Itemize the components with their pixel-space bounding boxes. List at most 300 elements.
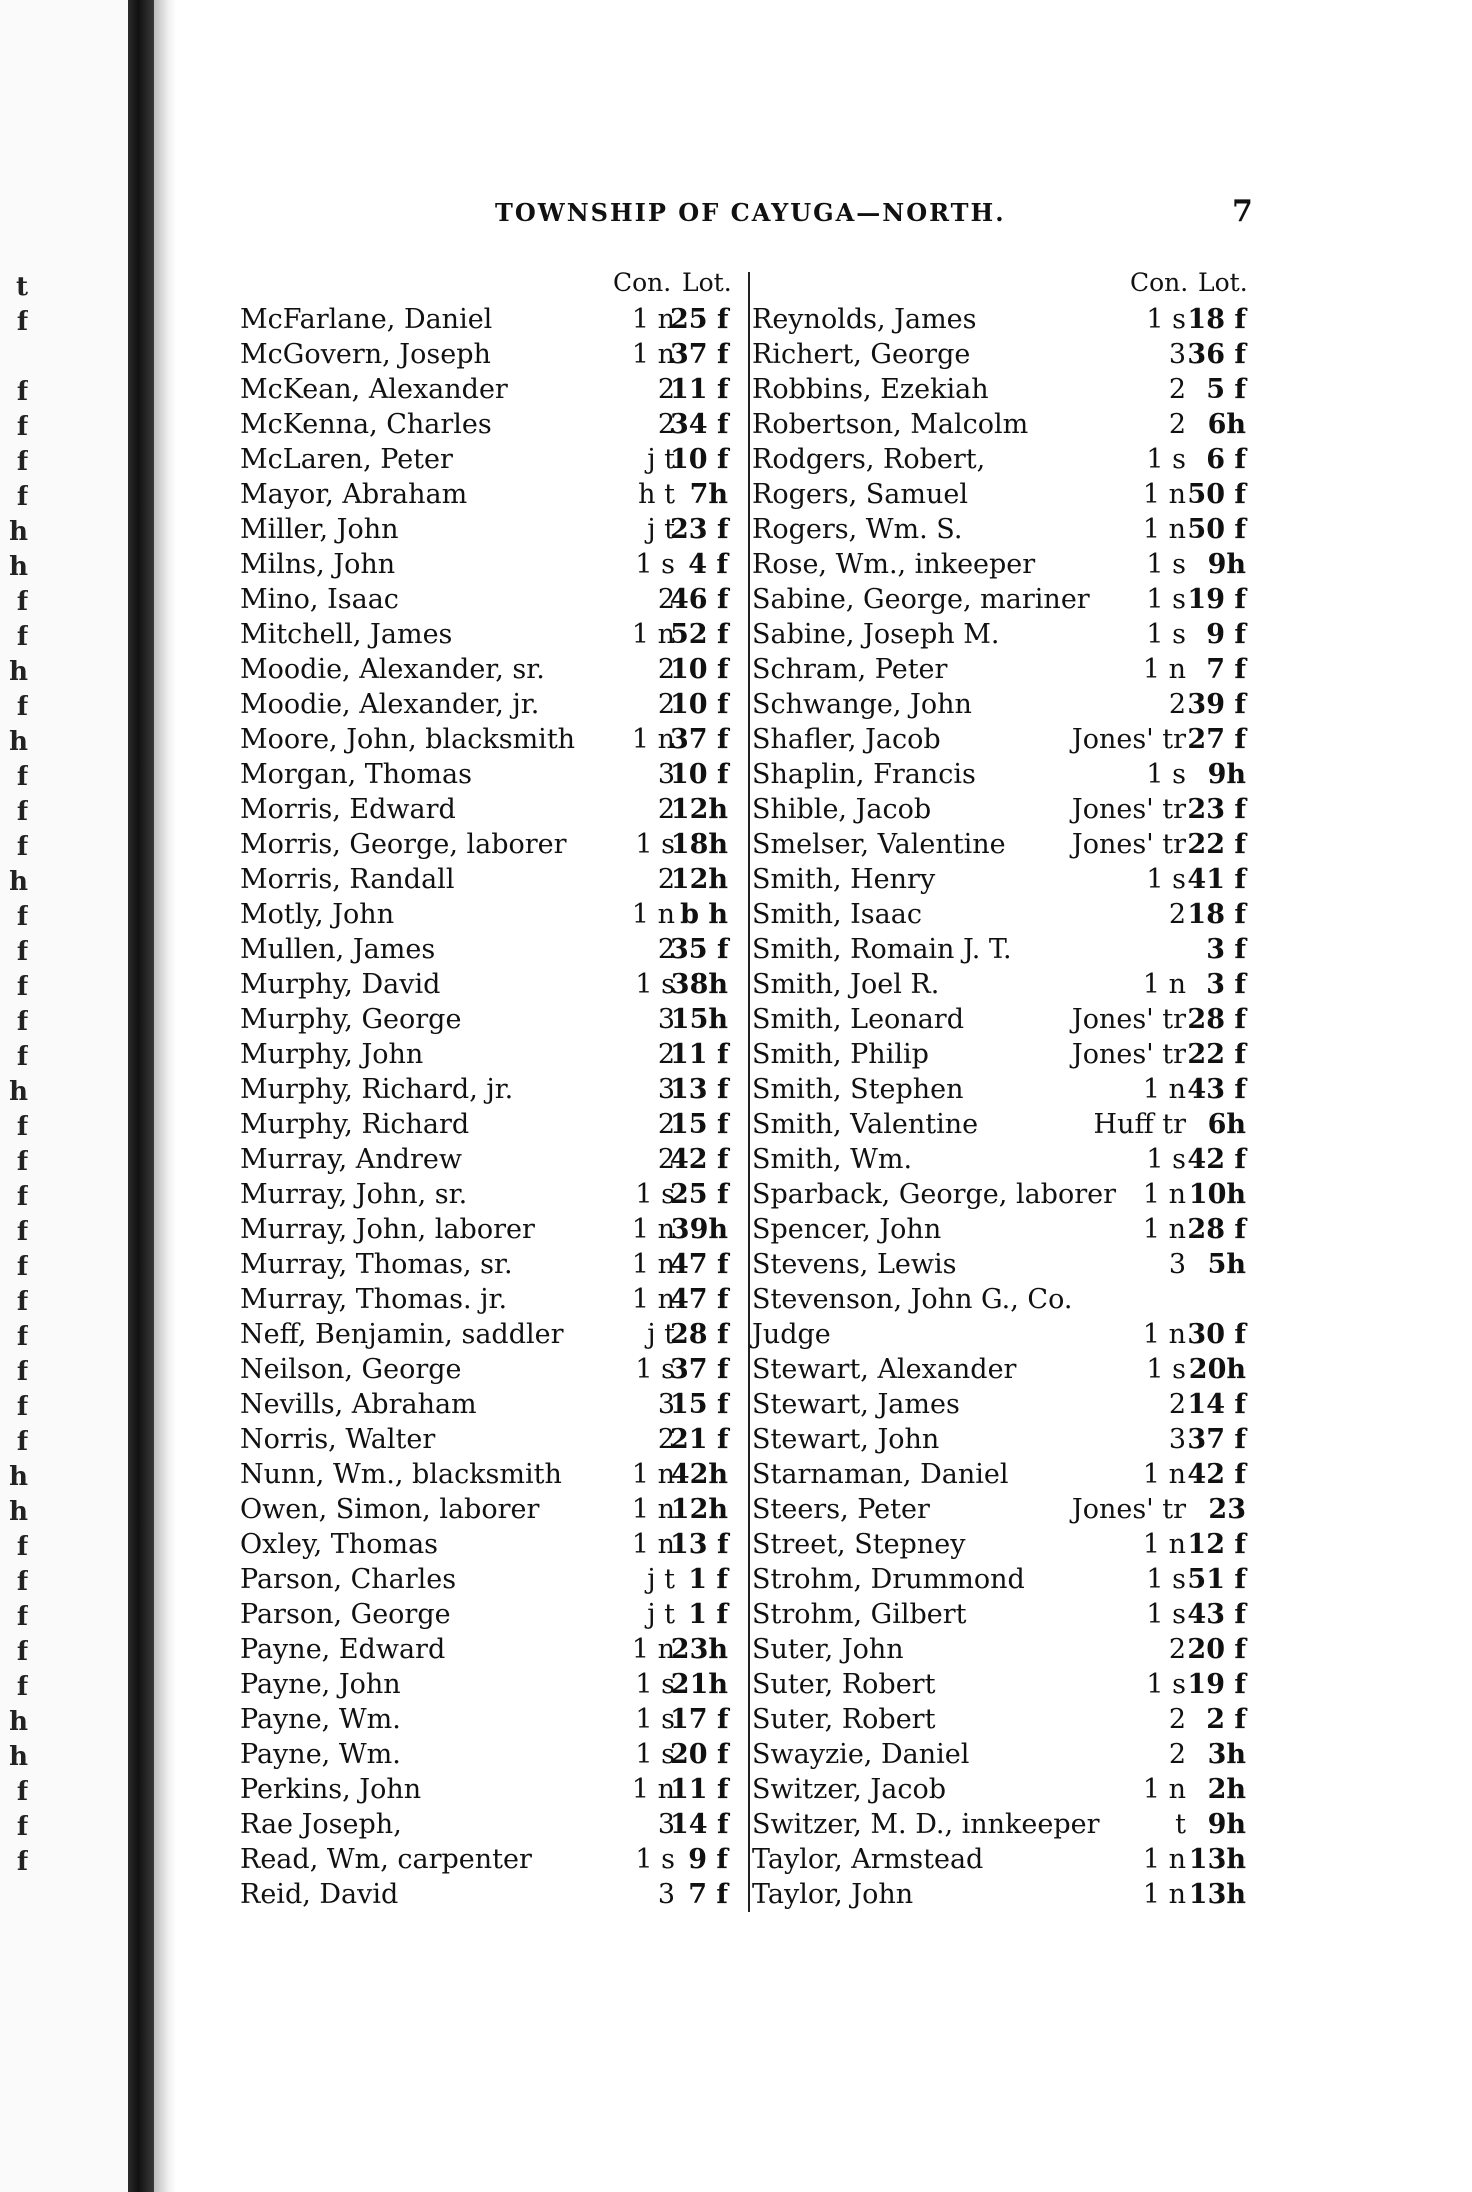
- entry-lot: 14 f: [1187, 1389, 1246, 1420]
- facing-page-fragment: f: [16, 1567, 28, 1597]
- entry-lot: 15 f: [670, 1389, 729, 1420]
- entry-name: Rogers, Wm. S.: [752, 514, 963, 545]
- entry-concession: 1 n: [631, 1529, 675, 1560]
- entry-lot: 12 f: [1187, 1529, 1246, 1560]
- facing-page-fragments: [0, 270, 28, 1880]
- entry-name: Stewart, John: [752, 1424, 940, 1455]
- entry-name: Payne, Wm.: [240, 1704, 401, 1735]
- directory-entry: [240, 1737, 740, 1772]
- entry-lot: 12h: [670, 1494, 728, 1525]
- entry-name: Murray, John, laborer: [240, 1214, 535, 1245]
- entry-lot: 19 f: [1187, 584, 1246, 615]
- entry-lot: 5 f: [1206, 374, 1246, 405]
- entry-lot: 6 f: [1206, 444, 1246, 475]
- entry-name: Smith, Henry: [752, 864, 936, 895]
- directory-entry: [752, 687, 1260, 722]
- directory-entry: [752, 617, 1260, 652]
- entry-lot: 12h: [670, 864, 728, 895]
- entry-name: Suter, Robert: [752, 1704, 936, 1735]
- facing-page-fragment: f: [16, 1287, 28, 1317]
- entry-lot: 25 f: [670, 1179, 729, 1210]
- facing-page-fragment: h: [9, 867, 28, 897]
- entry-lot: 11 f: [670, 1039, 729, 1070]
- directory-entry: [240, 827, 740, 862]
- entry-lot: 6h: [1207, 409, 1246, 440]
- entry-concession: 1 s: [1146, 304, 1186, 335]
- entry-concession: h t: [638, 479, 675, 510]
- entry-name: Mullen, James: [240, 934, 436, 965]
- entry-lot: 11 f: [670, 1774, 729, 1805]
- directory-entry: [240, 1527, 740, 1562]
- entry-lot: 23h: [670, 1634, 728, 1665]
- entry-lot: 5h: [1207, 1249, 1246, 1280]
- entry-lot: 12h: [670, 794, 728, 825]
- entry-lot: 17 f: [670, 1704, 729, 1735]
- entry-name: Reid, David: [240, 1879, 399, 1910]
- entry-name: Murphy, David: [240, 969, 441, 1000]
- facing-page-fragment: h: [9, 727, 28, 757]
- directory-entry: [240, 337, 740, 372]
- directory-entry: [240, 1422, 740, 1457]
- entry-concession: 1 n: [631, 1284, 675, 1315]
- entry-concession: Huff tr: [1093, 1109, 1186, 1140]
- entry-name: Payne, Wm.: [240, 1739, 401, 1770]
- directory-entry: [240, 1457, 740, 1492]
- directory-entry: [240, 652, 740, 687]
- entry-concession: 1 n: [1142, 969, 1186, 1000]
- entry-concession: 1 n: [631, 1459, 675, 1490]
- entry-name: Miller, John: [240, 514, 399, 545]
- entry-lot: 1 f: [688, 1564, 728, 1595]
- entry-name: Mino, Isaac: [240, 584, 399, 615]
- directory-entry: [752, 1737, 1260, 1772]
- entry-concession: 3: [657, 1809, 675, 1840]
- entry-name: Smith, Stephen: [752, 1074, 964, 1105]
- entry-lot: 6h: [1207, 1109, 1246, 1140]
- directory-entry: [752, 792, 1260, 827]
- entry-concession: 1 s: [1146, 1669, 1186, 1700]
- entry-lot: 22 f: [1187, 1039, 1246, 1070]
- entry-lot: 37 f: [670, 339, 729, 370]
- entry-concession: 2: [1168, 374, 1186, 405]
- entry-lot: 23: [1208, 1494, 1246, 1525]
- directory-entry: [752, 1562, 1260, 1597]
- facing-page-fragment: h: [9, 1497, 28, 1527]
- directory-entry: [752, 897, 1260, 932]
- entry-name: Robbins, Ezekiah: [752, 374, 989, 405]
- entry-name: Murphy, George: [240, 1004, 462, 1035]
- directory-entry: [240, 1002, 740, 1037]
- facing-page-fragment: f: [16, 1672, 28, 1702]
- entry-name: Stevenson, John G., Co.: [752, 1284, 1073, 1315]
- entry-lot: 9h: [1207, 549, 1246, 580]
- entry-lot: 38h: [670, 969, 728, 1000]
- entry-name: Nevills, Abraham: [240, 1389, 477, 1420]
- entry-lot: 3 f: [1206, 969, 1246, 1000]
- entry-name: Murphy, Richard: [240, 1109, 470, 1140]
- directory-entry: [752, 1037, 1260, 1072]
- entry-name: Taylor, John: [752, 1879, 914, 1910]
- directory-entry: [752, 652, 1260, 687]
- entry-name: Spencer, John: [752, 1214, 942, 1245]
- entry-name: Neff, Benjamin, saddler: [240, 1319, 564, 1350]
- entry-lot: 27 f: [1187, 724, 1246, 755]
- entry-lot: 28 f: [1187, 1004, 1246, 1035]
- directory-entry: [240, 617, 740, 652]
- entry-name: Taylor, Armstead: [752, 1844, 984, 1875]
- facing-page-fragment: f: [16, 1182, 28, 1212]
- entry-concession: 1 n: [1142, 654, 1186, 685]
- entry-name: Perkins, John: [240, 1774, 422, 1805]
- directory-entry: [752, 477, 1260, 512]
- entry-name: Shafler, Jacob: [752, 724, 941, 755]
- directory-entry: [752, 1632, 1260, 1667]
- facing-page-fragment: f: [16, 1532, 28, 1562]
- entry-lot: 43 f: [1187, 1074, 1246, 1105]
- directory-entry: [752, 512, 1260, 547]
- entry-lot: 10h: [1188, 1179, 1246, 1210]
- directory-entry: [752, 1247, 1260, 1282]
- entry-concession: 1 s: [635, 1354, 675, 1385]
- directory-entry: [240, 792, 740, 827]
- directory-entry: [240, 582, 740, 617]
- directory-entry: [240, 1702, 740, 1737]
- facing-page-fragment: f: [16, 1427, 28, 1457]
- directory-entry: [752, 1807, 1260, 1842]
- entry-concession: 1 s: [635, 549, 675, 580]
- entry-concession: 2: [1168, 1739, 1186, 1770]
- facing-page-fragment: f: [16, 1602, 28, 1632]
- entry-concession: j t: [647, 444, 675, 475]
- facing-page-fragment: f: [16, 762, 28, 792]
- entry-name: Payne, John: [240, 1669, 401, 1700]
- entry-concession: 1 s: [1146, 1144, 1186, 1175]
- directory-entry: [240, 1387, 740, 1422]
- entry-concession: 1 n: [631, 1494, 675, 1525]
- entry-lot: 2 f: [1206, 1704, 1246, 1735]
- entry-lot: 20 f: [1187, 1634, 1246, 1665]
- entry-lot: 1 f: [688, 1599, 728, 1630]
- facing-page-fragment: t: [15, 272, 28, 302]
- entry-name: Parson, George: [240, 1599, 451, 1630]
- entry-lot: 4 f: [688, 549, 728, 580]
- facing-page-fragment: f: [16, 1847, 28, 1877]
- entry-name: Shaplin, Francis: [752, 759, 976, 790]
- entry-concession: 3: [1168, 1424, 1186, 1455]
- entry-concession: 1 n: [631, 1634, 675, 1665]
- entry-lot: 13h: [1188, 1844, 1246, 1875]
- lot-header: Lot.: [1198, 268, 1248, 297]
- entry-lot: 3 f: [1206, 934, 1246, 965]
- entry-lot: 10 f: [670, 654, 729, 685]
- entry-concession: 1 n: [1142, 1074, 1186, 1105]
- entry-concession: Jones' tr: [1071, 794, 1186, 825]
- entry-name: Switzer, M. D., innkeeper: [752, 1809, 1100, 1840]
- entry-name: Strohm, Drummond: [752, 1564, 1025, 1595]
- directory-entry: [240, 967, 740, 1002]
- entry-lot: 51 f: [1187, 1564, 1246, 1595]
- entry-concession: j t: [647, 1599, 675, 1630]
- entry-concession: 1 s: [635, 1844, 675, 1875]
- facing-page-fragment: f: [16, 832, 28, 862]
- facing-page-fragment: f: [16, 902, 28, 932]
- facing-page-fragment: h: [9, 517, 28, 547]
- entry-lot: 42 f: [1187, 1459, 1246, 1490]
- entry-name: Moodie, Alexander, jr.: [240, 689, 540, 720]
- directory-entry: [240, 407, 740, 442]
- entry-concession: 2: [657, 1424, 675, 1455]
- entry-lot: 2h: [1207, 1774, 1246, 1805]
- entry-name: McKean, Alexander: [240, 374, 508, 405]
- entry-name: Read, Wm, carpenter: [240, 1844, 532, 1875]
- entry-concession: Jones' tr: [1071, 724, 1186, 755]
- entry-name: Stewart, Alexander: [752, 1354, 1017, 1385]
- directory-entry: [240, 1772, 740, 1807]
- directory-entry: [240, 1492, 740, 1527]
- directory-entry: [240, 1282, 740, 1317]
- entry-concession: 2: [657, 864, 675, 895]
- entry-lot: 42 f: [670, 1144, 729, 1175]
- directory-entry: [240, 372, 740, 407]
- entry-lot: 22 f: [1187, 829, 1246, 860]
- entry-name: Norris, Walter: [240, 1424, 436, 1455]
- directory-entry: [752, 722, 1260, 757]
- entry-lot: 47 f: [670, 1249, 729, 1280]
- directory-entry: [240, 932, 740, 967]
- facing-page-fragment: f: [16, 1812, 28, 1842]
- book-spine: [128, 0, 154, 2192]
- entry-lot: 47 f: [670, 1284, 729, 1315]
- directory-entry: [752, 1772, 1260, 1807]
- entry-lot: 9 f: [1206, 619, 1246, 650]
- facing-page-fragment: f: [16, 1147, 28, 1177]
- entry-concession: 1 n: [1142, 1844, 1186, 1875]
- directory-entry: [240, 1072, 740, 1107]
- entry-concession: j t: [647, 514, 675, 545]
- entry-lot: 23 f: [1187, 794, 1246, 825]
- entry-concession: 3: [657, 1389, 675, 1420]
- entry-concession: Jones' tr: [1071, 1494, 1186, 1525]
- entry-concession: 1 n: [1142, 1529, 1186, 1560]
- facing-page-fragment: f: [16, 1777, 28, 1807]
- directory-entry: [752, 337, 1260, 372]
- directory-entry: [752, 442, 1260, 477]
- entry-concession: 1 n: [631, 304, 675, 335]
- entry-concession: j t: [647, 1564, 675, 1595]
- facing-page-fragment: f: [16, 972, 28, 1002]
- entry-concession: 1 s: [1146, 759, 1186, 790]
- entry-lot: 28 f: [670, 1319, 729, 1350]
- facing-page-fragment: f: [16, 587, 28, 617]
- directory-entry: [752, 1667, 1260, 1702]
- entry-concession: 3: [1168, 1249, 1186, 1280]
- directory-entry: [752, 1352, 1260, 1387]
- entry-concession: 1 n: [631, 339, 675, 370]
- directory-entry: [752, 372, 1260, 407]
- directory-entry: [752, 1212, 1260, 1247]
- entry-lot: 15 f: [670, 1109, 729, 1140]
- entry-lot: 20h: [1188, 1354, 1246, 1385]
- directory-entry: [752, 1282, 1260, 1317]
- facing-page-fragment: f: [16, 1637, 28, 1667]
- facing-page-fragment: f: [16, 412, 28, 442]
- directory-entry: [240, 1037, 740, 1072]
- entry-name: Strohm, Gilbert: [752, 1599, 967, 1630]
- right-column-header: [752, 268, 1260, 302]
- facing-page-fragment: h: [9, 1077, 28, 1107]
- directory-entry: [752, 932, 1260, 967]
- directory-entry: [240, 1597, 740, 1632]
- entry-concession: 1 s: [635, 1179, 675, 1210]
- entry-concession: 1 n: [1142, 1214, 1186, 1245]
- entry-lot: 13h: [1188, 1879, 1246, 1910]
- directory-entry: [240, 687, 740, 722]
- entry-concession: 1 s: [1146, 584, 1186, 615]
- directory-entry: [240, 1877, 740, 1912]
- entry-concession: 3: [657, 1004, 675, 1035]
- facing-page-fragment: f: [16, 307, 28, 337]
- directory-entry: [752, 757, 1260, 792]
- entry-lot: 37 f: [670, 724, 729, 755]
- entry-lot: 18 f: [1187, 304, 1246, 335]
- entry-name: Rogers, Samuel: [752, 479, 968, 510]
- left-column-header: [240, 268, 740, 302]
- facing-page-fragment: f: [16, 797, 28, 827]
- spine-shadow: [154, 0, 176, 2192]
- entry-name: Smith, Philip: [752, 1039, 929, 1070]
- entry-lot: 13 f: [670, 1074, 729, 1105]
- entry-concession: 3: [657, 1879, 675, 1910]
- entry-name: Sabine, George, mariner: [752, 584, 1090, 615]
- entry-name: Smelser, Valentine: [752, 829, 1006, 860]
- directory-entry: [240, 1212, 740, 1247]
- directory-entry: [240, 1177, 740, 1212]
- entry-lot: 50 f: [1187, 514, 1246, 545]
- entry-concession: 1 n: [1142, 1774, 1186, 1805]
- entry-concession: 1 n: [1142, 1879, 1186, 1910]
- entry-concession: 2: [1168, 689, 1186, 720]
- directory-entry: [752, 407, 1260, 442]
- facing-page-fragment: f: [16, 622, 28, 652]
- entry-concession: 1 n: [1142, 514, 1186, 545]
- entry-concession: 2: [1168, 409, 1186, 440]
- entry-concession: 2: [657, 409, 675, 440]
- facing-page-fragment: f: [16, 1357, 28, 1387]
- entry-name: Richert, George: [752, 339, 971, 370]
- entry-lot: 28 f: [1187, 1214, 1246, 1245]
- directory-entry: [752, 1142, 1260, 1177]
- entry-lot: 36 f: [1187, 339, 1246, 370]
- entry-concession: 2: [657, 1039, 675, 1070]
- directory-entry: [240, 1807, 740, 1842]
- entry-concession: j t: [647, 1319, 675, 1350]
- entry-name: Rose, Wm., inkeeper: [752, 549, 1036, 580]
- entry-lot: b h: [680, 899, 728, 930]
- entry-name: Stevens, Lewis: [752, 1249, 957, 1280]
- directory-entry: [240, 1352, 740, 1387]
- facing-page-fragment: f: [16, 447, 28, 477]
- page-title: TOWNSHIP OF CAYUGA—NORTH.: [495, 198, 1006, 227]
- directory-entry: [752, 1317, 1260, 1352]
- directory-entry: [752, 862, 1260, 897]
- entry-lot: 15h: [670, 1004, 728, 1035]
- entry-name: Rodgers, Robert,: [752, 444, 986, 475]
- directory-entry: [752, 1597, 1260, 1632]
- entry-concession: 2: [1168, 1634, 1186, 1665]
- entry-lot: 9 f: [688, 1844, 728, 1875]
- entry-concession: 2: [657, 584, 675, 615]
- directory-entry: [240, 1562, 740, 1597]
- page-number: 7: [1232, 194, 1253, 229]
- facing-page-fragment: f: [16, 482, 28, 512]
- entry-concession: 2: [657, 374, 675, 405]
- entry-lot: 3h: [1207, 1739, 1246, 1770]
- directory-entry: [240, 1142, 740, 1177]
- entry-name: Suter, Robert: [752, 1669, 936, 1700]
- directory-entry: [752, 1842, 1260, 1877]
- entry-lot: 19 f: [1187, 1669, 1246, 1700]
- directory-entry: [752, 1527, 1260, 1562]
- facing-page-fragment: h: [9, 1462, 28, 1492]
- entry-concession: 1 n: [631, 1249, 675, 1280]
- entry-lot: 52 f: [670, 619, 729, 650]
- entry-concession: 1 s: [1146, 1564, 1186, 1595]
- entry-name: Smith, Joel R.: [752, 969, 940, 1000]
- entry-name: Moore, John, blacksmith: [240, 724, 576, 755]
- entry-name: Morris, George, laborer: [240, 829, 567, 860]
- entry-name: Sparback, George, laborer: [752, 1179, 1117, 1210]
- entry-lot: 10 f: [670, 689, 729, 720]
- facing-page-edge: [0, 0, 128, 2192]
- facing-page-fragment: f: [16, 1007, 28, 1037]
- entry-lot: 43 f: [1187, 1599, 1246, 1630]
- entry-name: Smith, Romain J. T.: [752, 934, 1012, 965]
- facing-page-fragment: h: [9, 1742, 28, 1772]
- directory-entry: [240, 862, 740, 897]
- entry-name: Morris, Edward: [240, 794, 456, 825]
- entry-lot: 18 f: [1187, 899, 1246, 930]
- entry-name: Neilson, George: [240, 1354, 462, 1385]
- entry-concession: 1 n: [631, 1774, 675, 1805]
- entry-concession: 2: [1168, 899, 1186, 930]
- entry-name: Owen, Simon, laborer: [240, 1494, 540, 1525]
- directory-entry: [240, 1107, 740, 1142]
- facing-page-fragment: f: [16, 1112, 28, 1142]
- entry-name: Smith, Isaac: [752, 899, 922, 930]
- entry-lot: 7 f: [1206, 654, 1246, 685]
- entry-name: Moodie, Alexander, sr.: [240, 654, 545, 685]
- entry-concession: 2: [657, 654, 675, 685]
- directory-entry: [752, 967, 1260, 1002]
- entry-lot: 30 f: [1187, 1319, 1246, 1350]
- entry-concession: 3: [657, 759, 675, 790]
- entry-concession: 2: [657, 1144, 675, 1175]
- entry-name: Nunn, Wm., blacksmith: [240, 1459, 562, 1490]
- entry-concession: 1 n: [1142, 479, 1186, 510]
- entry-name: Morris, Randall: [240, 864, 455, 895]
- directory-entry: [240, 1632, 740, 1667]
- entry-lot: 42 f: [1187, 1144, 1246, 1175]
- entry-name: Smith, Valentine: [752, 1109, 979, 1140]
- entry-concession: Jones' tr: [1071, 829, 1186, 860]
- entry-concession: t: [1175, 1809, 1186, 1840]
- directory-entry: [752, 1877, 1260, 1912]
- entry-name: Swayzie, Daniel: [752, 1739, 970, 1770]
- entry-concession: 1 s: [635, 969, 675, 1000]
- entry-name: Murphy, John: [240, 1039, 424, 1070]
- entry-name: Murray, Thomas, sr.: [240, 1249, 513, 1280]
- entry-name: Payne, Edward: [240, 1634, 446, 1665]
